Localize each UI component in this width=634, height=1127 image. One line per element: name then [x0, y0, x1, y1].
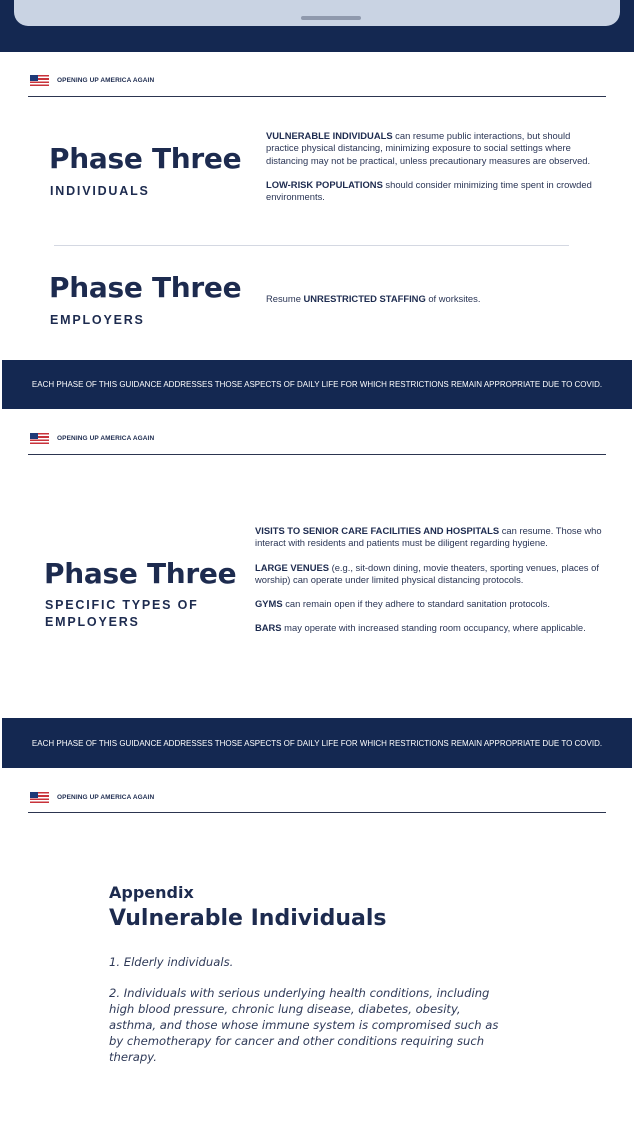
- us-flag-icon: [30, 792, 49, 803]
- appendix-title: Vulnerable Individuals: [109, 906, 387, 931]
- section-title-employers: Phase Three: [49, 271, 242, 304]
- page-header: [30, 72, 154, 88]
- header-rule: [28, 454, 606, 455]
- list-item: 1. Elderly individuals.: [109, 955, 234, 969]
- gyms-paragraph: GYMS can remain open if they adhere to standard sanitation protocols.: [255, 598, 550, 610]
- section-title-specific-employers: Phase Three: [44, 557, 237, 590]
- bars-paragraph: BARS may operate with increased standing room occupancy, where applicable.: [255, 622, 586, 634]
- page-header: [30, 789, 154, 805]
- page-phase-three-specific-employers: [2, 411, 632, 718]
- caption-text: [34, 0, 521, 2]
- us-flag-icon: [30, 75, 49, 86]
- caption-pill[interactable]: [14, 0, 620, 26]
- page-phase-three-individuals-employers: [2, 52, 632, 360]
- vulnerable-individuals-list: [109, 954, 499, 1080]
- low-risk-paragraph: LOW-RISK POPULATIONS should consider minimizing time spent in crowded environments.: [266, 178, 592, 203]
- list-item: 2. Individuals with serious underlying health conditions, including high blood pressure, chronic lung disease, diabetes, obesity, asthma, and those whose immune system is compromised such as by chemotherapy for cancer and other conditions requiring such therapy.: [109, 986, 499, 1064]
- section-subtitle-individuals: INDIVIDUALS: [50, 184, 150, 198]
- individuals-guidance: [266, 130, 598, 215]
- us-flag-icon: [30, 433, 49, 444]
- header-label: OPENING UP AMERICA AGAIN: [57, 76, 155, 84]
- appendix-label: Appendix: [109, 883, 194, 902]
- header-rule: [28, 812, 606, 813]
- section-subtitle-employers: EMPLOYERS: [50, 313, 145, 327]
- section-subtitle-specific-employers: SPECIFIC TYPES OF EMPLOYERS: [45, 598, 199, 629]
- employers-guidance: [266, 293, 598, 317]
- page-header: [30, 430, 154, 446]
- section-divider: [54, 245, 569, 246]
- header-label: OPENING UP AMERICA AGAIN: [57, 793, 155, 801]
- staffing-paragraph: Resume UNRESTRICTED STAFFING of worksites.: [266, 293, 481, 304]
- guidance-banner: EACH PHASE OF THIS GUIDANCE ADDRESSES THOSE ASPECTS OF DAILY LIFE FOR WHICH RESTRICTIONS REMAIN APPROPRIATE DUE TO COVID.: [2, 360, 632, 409]
- large-venues-paragraph: LARGE VENUES (e.g., sit-down dining, movie theaters, sporting venues, places of worship) can operate under limited physical distancing protocols.: [255, 561, 599, 585]
- senior-care-paragraph: VISITS TO SENIOR CARE FACILITIES AND HOSPITALS can resume. Those who interact with residents and patients must be diligent regarding hygiene.: [255, 525, 602, 549]
- header-rule: [28, 96, 606, 97]
- guidance-banner: EACH PHASE OF THIS GUIDANCE ADDRESSES THOSE ASPECTS OF DAILY LIFE FOR WHICH RESTRICTIONS REMAIN APPROPRIATE DUE TO COVID.: [2, 718, 632, 768]
- vulnerable-individuals-paragraph: VULNERABLE INDIVIDUALS can resume public interactions, but should practice physical distancing, minimizing exposure to social settings where distancing may not be practical, unless precautionary measures are observed.: [266, 130, 591, 166]
- section-title-individuals: Phase Three: [49, 142, 242, 175]
- header-label: OPENING UP AMERICA AGAIN: [57, 434, 155, 442]
- specific-employers-guidance: [255, 525, 603, 647]
- drag-handle[interactable]: [301, 16, 361, 20]
- caption-bar: [0, 0, 634, 52]
